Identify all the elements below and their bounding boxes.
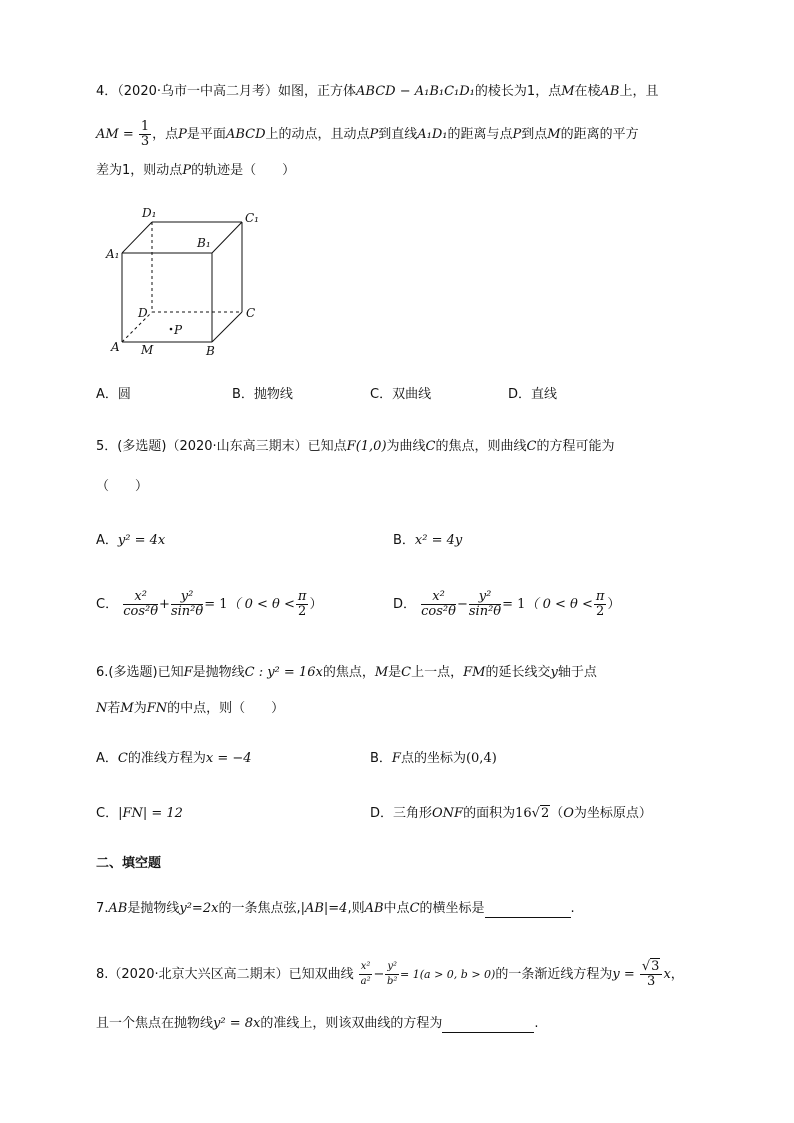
label-m: M (141, 343, 154, 357)
q6-line1: 6.(多选题)已知F是抛物线C : y² = 16x的焦点，M是C上一点，FM的延长线交y轴于点 (96, 665, 597, 680)
q4-line3: 差为1，则动点P的轨迹是（ ） (96, 163, 296, 178)
label-d: D (138, 306, 148, 320)
q5-option-c: C． $\frac{\text{x²}}{\text{cos²θ}}$ + $\frac{\text{y²}}{\text{sin²θ}}$ = 1（ 0 < θ < $\frac{\pi}{2}$ ） (96, 589, 323, 619)
q4-option-a: A．圆 (96, 387, 131, 402)
label-a: A (111, 340, 120, 354)
q6-option-c: C．|FN| = 12 (96, 806, 183, 821)
edge-a1-d1 (122, 222, 152, 253)
label-b1: B₁ (197, 236, 211, 250)
edge-b-c (212, 312, 242, 342)
q5-option-a: A．y² = 4x (96, 533, 166, 548)
q6-option-b: B．F点的坐标为(0,4) (370, 751, 497, 766)
q4-option-c: C．双曲线 (370, 387, 432, 402)
point-p (170, 328, 173, 331)
cube-figure (100, 200, 270, 365)
q5-option-d: D． $\frac{\text{x²}}{\text{cos²θ}}$ − $\frac{\text{y²}}{\text{sin²θ}}$ = 1（ 0 < θ < $\frac{\pi}{2}$ ） (393, 589, 621, 619)
q6-line2: N若M为FN的中点，则（ ） (96, 701, 285, 716)
label-c1: C₁ (245, 211, 259, 225)
label-c: C (246, 306, 256, 320)
q4-line1: 4．（2020·乌市一中高二月考）如图，正方体ABCD − A₁B₁C₁D₁的棱长为1，点M在棱AB上，且 (96, 84, 659, 99)
q6-option-d: D．三角形ONF的面积为16√2（O为坐标原点） (370, 806, 652, 821)
label-d1: D₁ (142, 206, 157, 220)
q8-line2: 且一个焦点在抛物线y² = 8x的准线上，则该双曲线的方程为 . (96, 1016, 539, 1031)
q4-line2: AM = $\frac{1}{3}$ ，点P是平面ABCD上的动点，且动点P到直线A₁D₁的距离与点P到点M的距离的平方 (96, 119, 639, 149)
edge-b1-c1 (212, 222, 242, 253)
q5-paren: （ ） (96, 479, 149, 494)
q5-line1: 5．(多选题)（2020·山东高三期末）已知点F(1,0)为曲线C的焦点，则曲线C的方程可能为 (96, 439, 615, 454)
am-fraction: $\frac{1}{3}$ (140, 119, 150, 149)
label-b: B (206, 344, 215, 358)
section-fill-in: 二、填空题 (96, 856, 162, 871)
q7-answer-blank[interactable] (485, 903, 571, 918)
q6-option-a: A．C的准线方程为x = −4 (96, 751, 252, 766)
q5-option-b: B．x² = 4y (393, 533, 463, 548)
q4-option-d: D．直线 (508, 387, 558, 402)
q4-option-b: B．抛物线 (232, 387, 293, 402)
label-a1: A₁ (106, 247, 120, 261)
q8-answer-blank[interactable] (442, 1018, 534, 1033)
q8-line1: 8.（2020·北京大兴区高二期末）已知双曲线 $\frac{\text{x²}}{\text{a²}}$ − $\frac{\text{y²}}{\text{b²}}$ = 1(a > 0, b > 0)的一条渐近线方程为y = $\frac{√3}{3}$ x， (96, 959, 684, 989)
q7-line: 7.AB是抛物线y²=2x的一条焦点弦,|AB|=4,则AB中点C的横坐标是 . (96, 901, 575, 916)
label-p: P (174, 323, 183, 337)
